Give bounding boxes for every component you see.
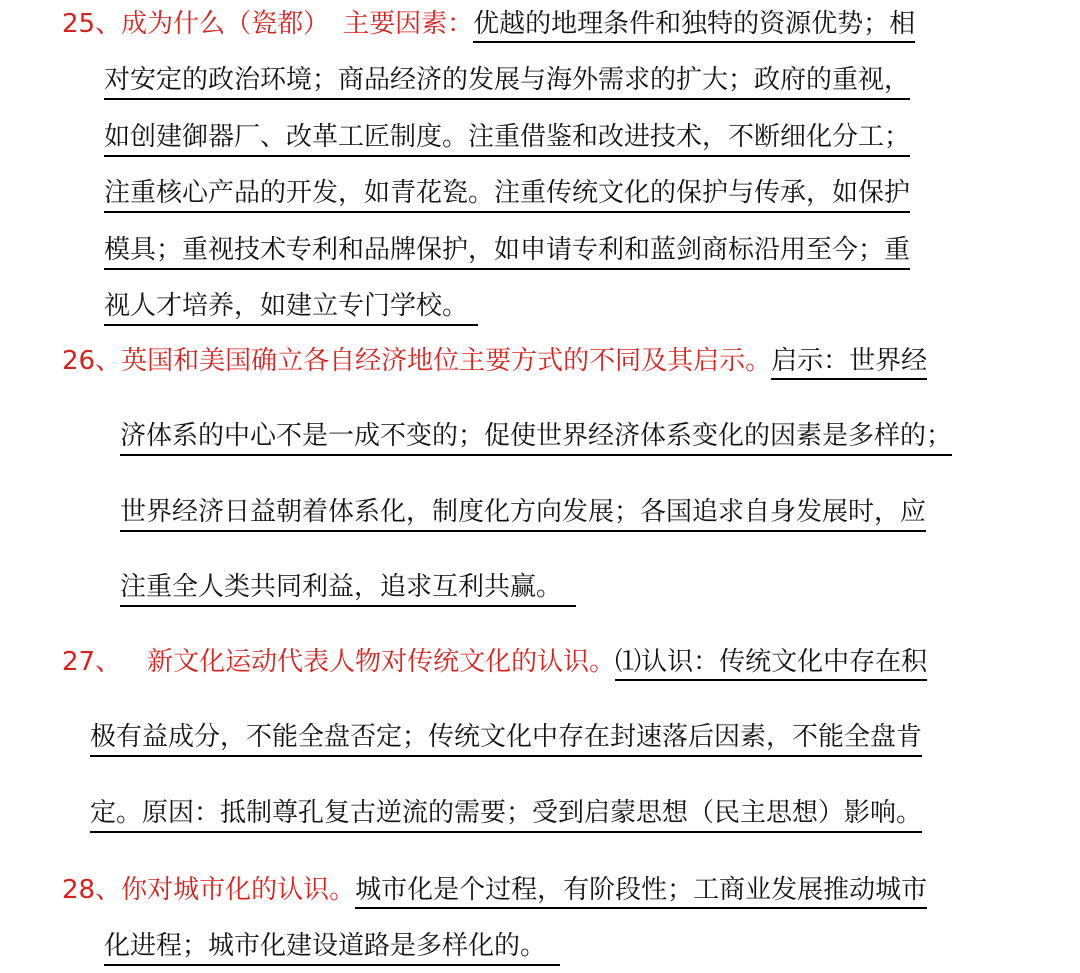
q26-title: 英国和美国确立各自经济地位主要方式的不同及其启示。 (121, 346, 772, 376)
q28-title: 你对城市化的认识。 (121, 875, 356, 905)
q27-title: 新文化运动代表人物对传统文化的认识。 (147, 647, 616, 677)
q25-text-line-4: 注重核心产品的开发，如青花瓷。注重传统文化的保护与传承，如保护 (104, 177, 910, 213)
q28-text-line-2: 化进程；城市化建设道路是多样化的。 (104, 930, 560, 966)
q26-text-line-2: 济体系的中心不是一成不变的；促使世界经济体系变化的因素是多样的； (120, 420, 952, 456)
q28-number: 28、 (62, 875, 122, 905)
q25-text-line-5: 模具；重视技术专利和品牌保护，如申请专利和蓝剑商标沿用至今；重 (104, 234, 910, 270)
q28-text-line-1: 城市化是个过程，有阶段性；工商业发展推动城市 (355, 875, 927, 909)
q27-text-line-1: ⑴认识：传统文化中存在积 (615, 647, 927, 681)
q28-line-1 (62, 874, 927, 906)
q25-label: 主要因素： (343, 9, 474, 39)
q25-text-line-1: 优越的地理条件和独特的资源优势；相 (473, 9, 915, 43)
q26-number: 26、 (62, 346, 122, 376)
q26-text-line-4: 注重全人类共同利益，追求互利共赢。 (120, 571, 576, 607)
q27-number: 27、 (62, 647, 122, 677)
q25-line-1 (62, 8, 915, 40)
q25-number: 25、 (62, 9, 122, 39)
q26-line-1 (62, 345, 927, 377)
q25-title: 成为什么（瓷都） (121, 9, 330, 39)
q26-text-line-3: 世界经济日益朝着体系化，制度化方向发展；各国追求自身发展时，应 (120, 496, 926, 532)
q25-text-line-6: 视人才培养，如建立专门学校。 (104, 290, 478, 326)
q27-line-1 (62, 646, 927, 678)
q27-text-line-3: 定。原因：抵制尊孔复古逆流的需要；受到启蒙思想（民主思想）影响。 (90, 797, 922, 833)
q27-text-line-2: 极有益成分，不能全盘否定；传统文化中存在封速落后因素，不能全盘肯 (90, 721, 922, 757)
q25-text-line-2: 对安定的政治环境；商品经济的发展与海外需求的扩大；政府的重视， (104, 64, 910, 100)
q26-text-line-1: 启示：世界经 (771, 346, 927, 380)
q25-text-line-3: 如创建御器厂、改革工匠制度。注重借鉴和改进技术，不断细化分工； (104, 121, 910, 157)
